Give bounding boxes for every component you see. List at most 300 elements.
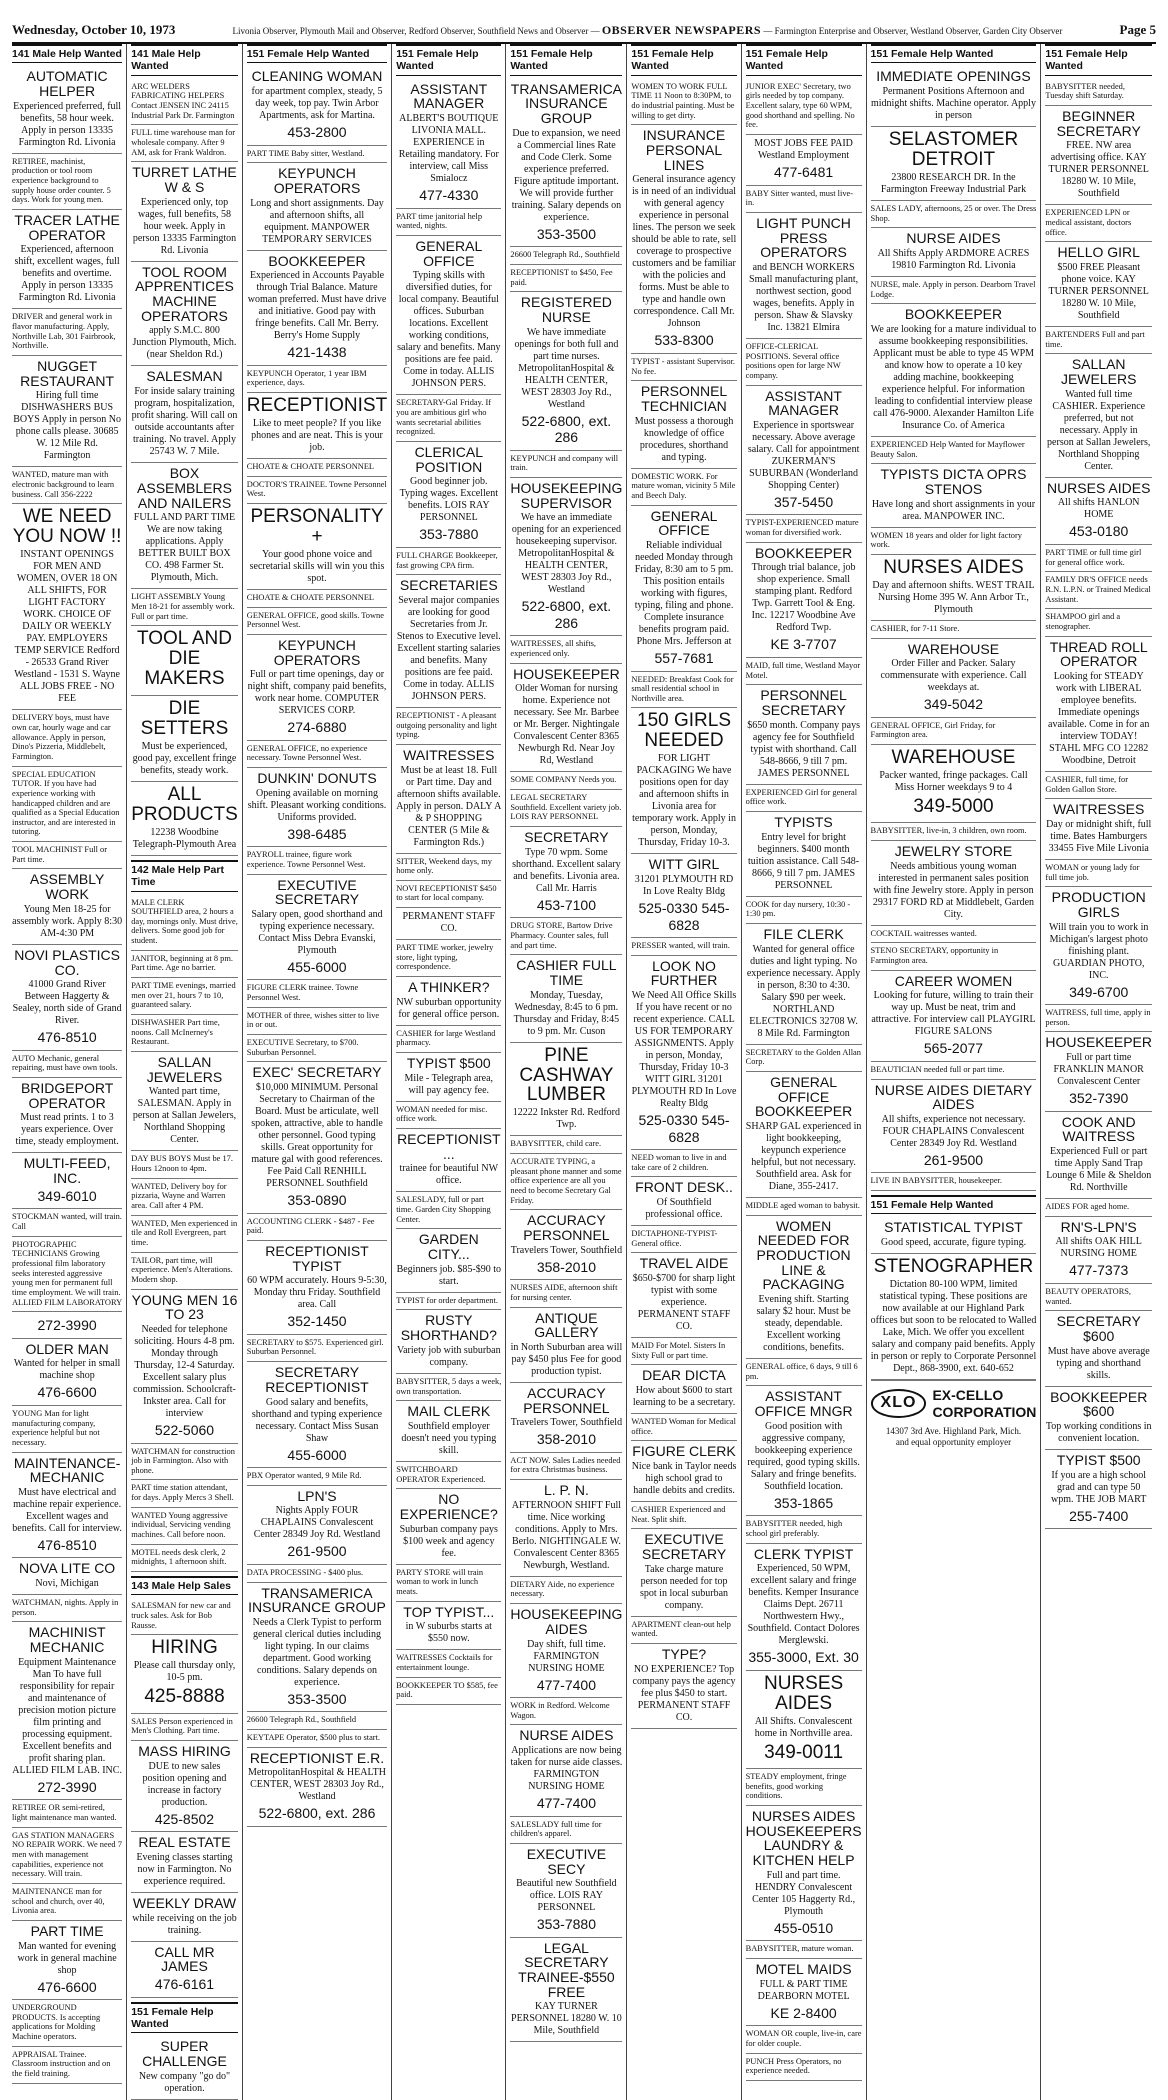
classified-ad: [131, 1179, 238, 1216]
classified-ad: [131, 162, 238, 261]
ad-body: Looking for STEADY work with LIBERAL employee benefits. Immediate openings available. Come in for an interview TODAY! STAHL MFG CO 12282 Woodbine, Detroit: [1048, 670, 1150, 766]
section-heading: 143 Male Help Sales: [131, 1576, 238, 1595]
classified-ad: [247, 1362, 387, 1468]
ad-body: Opening available on morning shift. Pleasant working conditions. Uniforms provided.: [247, 787, 387, 823]
classified-ad: [12, 1828, 122, 1884]
ad-body: Must have electrical and machine repair experience. Excellent wages and benefits. Call for interview.: [12, 1486, 122, 1534]
classified-ad: [396, 1374, 501, 1401]
classified-ad: [396, 1489, 501, 1564]
ad-body: RECEPTIONIST - A pleasant outgoing personality and light typing.: [396, 710, 497, 740]
classified-columns: [12, 44, 1156, 2094]
classified-ad: [131, 1253, 238, 1290]
classified-ad: [510, 292, 622, 450]
ad-body: ALBERT'S BOUTIQUE LIVONIA MALL. EXPERIENCE in Retailing mandatory. For interview, call Miss Smialocz: [398, 113, 499, 185]
ad-phone: 272-3990: [37, 1778, 97, 1795]
ad-heading: SECRETARY RECEPTIONIST: [265, 1364, 369, 1395]
ad-body: KEYPUNCH and company will train.: [510, 453, 619, 473]
classified-ad: [631, 1177, 736, 1226]
ad-heading: NOVI PLASTICS CO.: [14, 946, 120, 978]
ad-body: Equipment Maintenance Man To have full responsibility for repair and maintenance of precision motion picture film printing and processing equipment. Excellent benefits and profit sharing plan. ALLIED FILM LAB. INC.: [12, 1656, 122, 1776]
classified-ad: [871, 621, 1037, 639]
ad-heading: ALL PRODUCTS: [131, 783, 238, 825]
column-heading: 141 Male Help Wanted: [131, 44, 238, 76]
ad-body: WATCHMAN for construction job in Farmington. Also with phone.: [131, 1446, 235, 1475]
ad-body: Suburban company pays $100 week and agency fee.: [399, 1523, 498, 1559]
ad-body: All Shifts Apply ARDMORE ACRES 19810 Farmington Rd. Livonia: [877, 247, 1030, 271]
classified-ad: [510, 636, 622, 663]
ad-body: NOVI RECEPTIONIST $450 to start for local company.: [396, 883, 497, 903]
classified-ad: [12, 1622, 122, 1800]
ad-body: How about $600 to start learning to be a secretary.: [632, 1385, 736, 1409]
classified-ad: [871, 943, 1037, 970]
ad-body: NO EXPERIENCE? Top company pays the agency fee plus $450 to start. PERMANENT STAFF CO.: [632, 1663, 736, 1723]
classified-ad: [510, 79, 622, 248]
ad-body: Entry level for bright beginners. $400 month tuition assistance. Call 548-8666, 9 till 7 pm. JAMES PERSONNEL: [748, 831, 860, 891]
classified-ad: [12, 1595, 122, 1622]
ad-phone: 522-5060: [154, 1422, 215, 1438]
column-heading: 151 Female Help Wanted: [247, 44, 387, 63]
ad-phone: 358-2010: [536, 1431, 596, 1448]
classified-ad: [871, 639, 1037, 718]
ad-heading: AUTOMATIC HELPER: [26, 68, 108, 100]
ad-heading: PINE CASHWAY LUMBER: [519, 1044, 614, 1106]
ad-heading: RN'S-LPN'S: [1060, 1218, 1137, 1235]
classified-ad: [1045, 860, 1152, 887]
ad-phone: 477-7373: [1069, 1262, 1129, 1279]
classified-ad: [746, 339, 862, 386]
classified-ad: [247, 590, 387, 608]
ad-phone: 477-6481: [774, 164, 834, 181]
ad-body: PART TIME worker, jewelry store, light typing, correspondence.: [396, 943, 494, 972]
ad-heading: TOOL ROOM APPRENTICES MACHINE OPERATORS: [135, 263, 234, 324]
classified-ad: [131, 1635, 238, 1713]
ad-phone: 274-6880: [287, 719, 347, 736]
ad-body: PART time janitorial help wanted, nights.: [396, 211, 483, 231]
ad-body: SWITCHBOARD OPERATOR Experienced.: [396, 1464, 486, 1484]
ad-heading: STATISTICAL TYPIST: [884, 1219, 1023, 1236]
ad-body: $650 month. Company pays agency fee for Southfield typist with shorthand. Call 548-8666, 9 till 7 pm. JAMES PERSONNEL: [747, 719, 860, 779]
ad-phone: 522-6800, ext. 286: [521, 598, 612, 631]
ad-heading: WE NEED YOU NOW !!: [12, 506, 122, 548]
ad-body: For inside salary training program, hospitalization, profit sharing. Will call on outside accountants after training. No travel. Apply 25743 W. 7 Mile.: [131, 386, 238, 458]
ad-body: WOMAN OR couple, live-in, care for older couple.: [745, 2029, 862, 2048]
classified-ad: [631, 1502, 736, 1529]
classified-ad: [131, 1545, 238, 1572]
ad-heading: A THINKER?: [408, 979, 490, 996]
ad-heading: LOOK NO FURTHER: [650, 957, 718, 989]
ad-phone: 455-6000: [287, 958, 347, 975]
classified-ad: [746, 213, 862, 339]
classified-ad: [396, 977, 501, 1026]
classified-ad: [871, 555, 1037, 621]
ad-heading: WITT GIRL: [648, 856, 720, 873]
classified-ad: [746, 1959, 862, 2026]
ad-heading: GENERAL OFFICE: [650, 507, 718, 539]
classified-ad: [631, 1644, 736, 1729]
ad-body: SALESMAN for new car and truck sales. Ask for Bob Rausse.: [131, 1601, 231, 1630]
ad-phone: 353-1865: [774, 1494, 834, 1511]
ad-body: MAID For Motel. Sisters In Sixty Full or part time.: [631, 1341, 726, 1360]
classified-ad: [510, 664, 622, 773]
classified-ad: [746, 924, 862, 1045]
classified-ad: [746, 1671, 862, 1769]
ad-heading: MOTEL MAIDS: [755, 1961, 852, 1977]
ad-heading: TYPISTS: [774, 813, 833, 830]
classified-ad: [631, 506, 736, 672]
ad-body: SALES LADY, afternoons, 25 or over. The Dress Shop.: [870, 203, 1037, 223]
ad-phone: 476-8510: [37, 1029, 97, 1046]
classified-ad: [746, 1769, 862, 1806]
ad-body: Variety job with suburban company.: [397, 1344, 501, 1368]
ad-phone: 358-2010: [536, 1258, 596, 1275]
ad-body: MOST JOBS FEE PAID Westland Employment: [754, 138, 853, 162]
ad-phone: 421-1438: [287, 344, 347, 361]
ad-body: 31201 PLYMOUTH RD In Love Realty Bldg: [634, 874, 734, 898]
ad-body: MALE CLERK SOUTHFIELD area, 2 hours a day, mornings only. Must drive, delivers. Some good job for student.: [131, 897, 238, 946]
ad-body: KAY TURNER PERSONNEL 18280 W. 10 Mile, Southfield: [511, 2001, 622, 2037]
ad-body: CASHIER for large Westland pharmacy.: [396, 1028, 496, 1048]
classified-ad: [631, 956, 736, 1150]
ad-body: Must have above average typing and shorthand skills.: [1047, 1345, 1150, 1381]
ad-body: BABYSITTER, live-in, 3 children, own room.: [870, 826, 1027, 836]
classified-ad: [746, 386, 862, 516]
ad-heading: BOOKKEEPER $600: [1050, 1388, 1148, 1420]
column-heading: 151 Female Help Wanted: [396, 44, 501, 76]
ad-body: WATCHMAN, nights. Apply in person.: [12, 1598, 119, 1617]
classified-ad: [247, 1748, 387, 1827]
classified-ad: [746, 186, 862, 213]
ad-body: SALES Person experienced in Men's Clothing. Part time.: [131, 1716, 233, 1736]
classified-ad: [871, 1254, 1037, 1380]
classified-ad: [12, 945, 122, 1051]
ad-phone: 565-2077: [923, 1040, 984, 1057]
classified-ad: [871, 841, 1037, 926]
classified-ad: [746, 1941, 862, 1959]
ad-body: PART time station attendant, for days. Apply Mercs 3 Shell.: [131, 1483, 234, 1503]
ad-phone: 272-3990: [37, 1317, 97, 1334]
ad-body: CHOATE & CHOATE PERSONNEL: [246, 462, 375, 472]
ad-heading: WAREHOUSE: [891, 747, 1016, 769]
ad-phone: 425-8502: [154, 1810, 215, 1827]
ad-body: We have an immediate opening for an experienced housekeeping supervisor. MetropolitanHospital & HEALTH CENTER, WEST 28303 Joy Rd., Westland: [511, 512, 621, 596]
classified-ad: [1045, 106, 1152, 205]
classified-ad: [631, 469, 736, 506]
ad-body: Will train you to work in Michigan's largest photo finishing plant. GUARDIAN PHOTO, INC.: [1049, 921, 1149, 981]
ad-body: FREE. NW area advertising office. KAY TURNER PERSONNEL 18280 W. 10 Mile, Southfield: [1048, 140, 1149, 200]
ad-body: DAY BUS BOYS Must be 17. Hours 12noon to 4pm.: [131, 1154, 233, 1174]
classified-ad: [871, 823, 1037, 841]
ad-body: DICTAPHONE-TYPIST-General office.: [631, 1229, 718, 1248]
ad-body: Beginners job. $85-$90 to start.: [396, 1263, 502, 1287]
ad-body: We have immediate openings for both full and part time nurses. MetropolitanHospital & HEALTH CENTER, WEST 28303 Joy Rd., Westland: [514, 326, 619, 410]
classified-ad: [396, 940, 501, 977]
ad-body: KEYTAPE Operator, $500 plus to start.: [246, 1733, 381, 1743]
classified-ad: [12, 767, 122, 843]
section-heading: 142 Male Help Part Time: [131, 860, 238, 892]
ad-body: EXECUTIVE Secretary, to $700. Suburban Personnel.: [246, 1038, 359, 1057]
ad-body: Experienced in Accounts Payable through Trial Balance. Mature woman preferred. Must have drive and initiative. Good pay with fringe benefits. Call Mr. Berry. Berry's Home Supply: [247, 270, 387, 342]
classified-ad: [131, 1508, 238, 1545]
ad-body: Good position with aggressive company, bookkeeping experience required, good typing skills. Salary and fringe benefits. Southfield location.: [747, 1420, 860, 1492]
classified-ad: [247, 146, 387, 164]
ad-heading: L. P. N.: [543, 1482, 589, 1499]
ad-heading: FIGURE CLERK: [632, 1443, 736, 1460]
ad-body: BABYSITTER needed, high school girl preferably.: [745, 1519, 843, 1538]
classified-ad: [12, 869, 122, 944]
ad-body: $650-$700 for sharp light typist with some experience. PERMANENT STAFF CO.: [632, 1273, 736, 1333]
ad-phone: 477-7400: [536, 1795, 596, 1812]
ad-body: Permanent Positions Afternoon and midnight shifts. Machine operator. Apply in person: [870, 86, 1036, 122]
ad-heading: NURSES AIDES HOUSEKEEPERS LAUNDRY & KITCHEN HELP: [745, 1808, 862, 1869]
classified-ad: [510, 1698, 622, 1725]
classified-ad: [247, 366, 387, 393]
excello-ad: [871, 1380, 1037, 1426]
ad-heading: RECEPTIONIST TYPIST: [265, 1242, 369, 1274]
ad-body: Wanted part time, SALESMAN. Apply in person at Sallan Jewelers, Northland Shopping Center.: [132, 1086, 237, 1146]
ad-body: DOMESTIC WORK. For mature woman, vicinity 5 Mile and Beech Daly.: [631, 471, 736, 500]
ad-body: BABYSITTER needed, Tuesday shift Saturday.: [1045, 81, 1125, 101]
ad-body: FIGURE CLERK trainee. Towne Personnel West.: [246, 983, 359, 1003]
classified-ad: [1045, 205, 1152, 242]
ad-heading: NO EXPERIENCE?: [399, 1491, 498, 1522]
ad-body: Travelers Tower, Southfield: [510, 1244, 623, 1256]
classified-ad: [396, 442, 501, 548]
classified-ad: [871, 1173, 1037, 1191]
ad-body: Good salary and benefits, shorthand and typing experience necessary. Contact Miss Susan Shaw: [251, 1396, 383, 1444]
ad-body: Full and part time. HENDRY Convalescent Center 105 Haggerty Rd., Plymouth: [752, 1869, 856, 1917]
ad-body: Type 70 wpm. Some shorthand. Excellent salary and benefits. Livonia area. Call Mr. Harris: [512, 846, 621, 894]
ad-heading: NOVA LITE CO: [18, 1560, 116, 1577]
ad-heading: RECEPTIONIST: [246, 395, 388, 417]
ad-body: while receiving on the job training.: [132, 1912, 237, 1936]
ad-phone: 349-0011: [764, 1741, 844, 1763]
ad-body: Travelers Tower, Southfield: [510, 1417, 623, 1429]
page-number: Page 5: [1119, 22, 1156, 37]
ad-body: SOME COMPANY Needs you.: [510, 775, 617, 785]
ad-heading: MULTI-FEED, INC.: [23, 1155, 111, 1187]
classified-ad: [1045, 1450, 1152, 1529]
ad-phone: 453-0180: [1069, 523, 1129, 540]
ad-phone: 349-6700: [1069, 983, 1129, 1000]
column-3: [242, 44, 391, 2100]
classified-ad: [396, 1678, 501, 1705]
ad-phone: 357-5450: [774, 493, 834, 510]
ad-heading: TRANSAMERICA INSURANCE GROUP: [248, 1584, 386, 1616]
classified-ad: [746, 515, 862, 542]
classified-ad: [510, 1383, 622, 1453]
classified-ad: [1045, 1032, 1152, 1111]
ad-heading: DIE SETTERS: [140, 698, 229, 739]
classified-ad: [12, 1453, 122, 1559]
ad-body: LIGHT ASSEMBLY Young Men 18-21 for assembly work. Full or part time.: [131, 592, 235, 621]
classified-ad: [1045, 637, 1152, 772]
ad-body: ACT NOW. Sales Ladies needed for extra Christmas business.: [510, 1455, 621, 1475]
ad-body: WANTED, mature man with electronic background to learn business. Call 356-2222: [12, 470, 115, 499]
classified-ad: [1045, 79, 1152, 106]
ad-body: Your good phone voice and secretarial skills will win you this spot.: [249, 548, 385, 584]
brand-name: OBSERVER NEWSPAPERS: [601, 23, 762, 37]
ad-body: Must be at least 18. Full or Part time. Day and afternoon shifts available. Apply in person. DALY A & P SHOPPING CENTER (5 Mile & Farmington Rds.): [396, 764, 502, 848]
ad-heading: SELASTOMER DETROIT: [888, 129, 1019, 170]
classified-ad: [396, 1650, 501, 1677]
classified-ad: [247, 1062, 387, 1213]
ad-body: Novi, Michigan: [35, 1578, 99, 1590]
ad-phone: 355-3000, Ext. 30: [748, 1649, 859, 1666]
ad-body: Day and afternoon shifts. WEST TRAIL Nursing Home 395 W. Ann Arbor Tr., Plymouth: [872, 579, 1035, 615]
ad-heading: NURSES AIDES: [1046, 479, 1151, 496]
ad-body: for apartment complex, steady, 5 day week, top pay. Twin Arbor Apartments, ask for Martina.: [251, 86, 383, 122]
ad-phone: 453-2800: [287, 124, 347, 141]
classified-ad: [131, 2036, 238, 2099]
ad-body: GENERAL office, 6 days, 9 till 6 pm.: [745, 1362, 858, 1381]
ad-phone: 353-3500: [287, 1690, 347, 1707]
ad-heading: GARDEN CITY...: [418, 1231, 479, 1263]
ad-body: in W suburbs starts at $550 now.: [405, 1621, 492, 1645]
classified-ad: [746, 543, 862, 658]
ad-heading: ASSISTANT OFFICE MNGR: [754, 1388, 853, 1420]
ad-body: 23800 RESEARCH DR. In the Farmington Freeway Industrial Park: [880, 171, 1027, 195]
ad-phone: 522-6800, ext. 286: [521, 412, 612, 446]
ad-body: Must be experienced, good pay, excellent fringe benefits, steady work.: [132, 740, 237, 776]
classified-ad: [746, 1072, 862, 1198]
ad-phone: 476-6600: [37, 1978, 97, 1995]
classified-ad: [131, 1216, 238, 1253]
ad-phone: 476-6600: [37, 1384, 97, 1401]
ad-body: Hiring full time DISHWASHERS BUS BOYS Apply in person No phone calls please. 30685 W. 12 Mile Rd. Farmington: [13, 390, 121, 462]
classified-ad: [631, 1441, 736, 1502]
ad-body: FULL time warehouse man for wholesale company. After 9 AM, ask for Frank Waldron.: [131, 128, 236, 157]
ad-body: New company "go do" operation.: [138, 2070, 231, 2094]
ad-body: CHOATE & CHOATE PERSONNEL: [246, 592, 375, 602]
classified-ad: [1045, 478, 1152, 545]
ad-heading: HOUSEKEEPING SUPERVISOR: [510, 480, 623, 511]
classified-ad: [247, 1730, 387, 1748]
classified-ad: [247, 1565, 387, 1583]
ad-heading: CLERK TYPIST: [753, 1545, 854, 1562]
ad-body: PBX Operator wanted, 9 Mile Rd.: [246, 1471, 362, 1481]
ad-heading: TRACER LATHE OPERATOR: [14, 212, 120, 243]
ad-heading: LEGAL SECRETARY TRAINEE-$550 FREE: [518, 1939, 615, 2000]
classified-ad: [131, 978, 238, 1015]
ad-body: Full or part time openings, day or night shift, company paid benefits, work near home. COMPUTER SERVICES CORP.: [247, 669, 387, 717]
column-4: [391, 44, 505, 2100]
ad-body: Several major companies are looking for good Secretaries from Jr. Stenos to Executive level. Excellent starting salaries and benefits. Many positions are fee paid. Come in today. ALLIS JOHNSON PERS.: [396, 594, 501, 702]
ad-body: CASHIER, for 7-11 Store.: [870, 623, 960, 633]
ad-heading: EXECUTIVE SECRETARY: [274, 876, 360, 908]
ad-heading: IMMEDIATE OPENINGS: [876, 68, 1031, 85]
classified-ad: [871, 304, 1037, 437]
ad-heading: ASSISTANT MANAGER: [765, 387, 842, 419]
classified-ad: [247, 1241, 387, 1335]
classified-ad: [131, 1598, 238, 1635]
classified-ad: [746, 1516, 862, 1543]
classified-ad: [12, 842, 122, 869]
classified-ad: [871, 971, 1037, 1062]
ad-body: Salary open, good shorthand and typing experience necessary. Contact Miss Debra Evanski, Plymouth: [251, 908, 383, 956]
classified-ad: [12, 154, 122, 210]
ad-phone: 353-3500: [536, 225, 596, 242]
ad-body: Good speed, accurate, figure typing.: [880, 1237, 1027, 1249]
ad-body: WORK in Redford. Welcome Wagon.: [510, 1701, 610, 1720]
ad-body: Southfield employer doesn't need you typing skill.: [401, 1420, 497, 1456]
classified-ad: [396, 1310, 501, 1373]
classified-ad: [1045, 609, 1152, 636]
classified-ad: [131, 1741, 238, 1832]
ad-heading: KEYPUNCH OPERATORS: [273, 636, 361, 668]
classified-ad: [396, 745, 501, 854]
classified-ad: [871, 277, 1037, 304]
classified-ad: [746, 897, 862, 924]
ad-body: Beautiful new Southfield office. LOIS RAY PERSONNEL: [516, 1878, 617, 1914]
ad-heading: TYPIST $500: [1056, 1451, 1141, 1468]
classified-ad: [510, 1577, 622, 1604]
ad-body: DELIVERY boys, must have own car, hourly wage and car allowance. Apply in person, Dino's Pizzeria, Middlebelt, Farmington.: [12, 713, 111, 761]
classified-ad: [510, 955, 622, 1042]
ad-body: RETIREE, machinist, production or tool room experience background to supply house order counter. 5 days. Work for young men.: [12, 156, 111, 205]
column-6: [626, 44, 740, 2100]
ad-body: AIDES FOR aged home.: [1045, 1202, 1130, 1212]
ad-body: COCKTAIL waitresses wanted.: [870, 928, 977, 938]
classified-ad: [631, 854, 736, 938]
classified-ad: [12, 1209, 122, 1236]
classified-ad: [12, 356, 122, 467]
classified-ad: [746, 1544, 862, 1671]
classified-ad: [631, 708, 736, 854]
classified-ad: [746, 1198, 862, 1216]
ad-heading: NURSE AIDES DIETARY AIDES: [874, 1081, 1033, 1113]
ad-phone: 477-4330: [419, 187, 479, 204]
ad-body: BABYSITTER, 5 days a week, own transportation.: [396, 1376, 502, 1396]
ad-heading: PERSONNEL SECRETARY: [760, 687, 847, 718]
ad-body: Order Filler and Packer. Salary commensurate with experience. Call weekdays at.: [880, 658, 1027, 694]
ad-body: PAYROLL trainee, figure work experience. Towne Personnel West.: [246, 850, 366, 869]
classified-ad: [510, 1817, 622, 1844]
ad-phone: 525-0330 545-6828: [638, 1112, 730, 1145]
ad-heading: PART TIME: [30, 1922, 104, 1939]
ad-heading: BOOKKEEPER: [268, 252, 366, 269]
classified-ad: [510, 827, 622, 918]
ad-heading: CALL MR JAMES: [154, 1943, 215, 1975]
classified-ad: [131, 951, 238, 978]
ad-heading: WAITRESSES: [403, 746, 495, 763]
column-heading: 151 Female Help Wanted: [1045, 44, 1152, 76]
classified-ad: [746, 135, 862, 186]
ad-phone: 533-8300: [654, 332, 714, 349]
ad-body: SHAMPOO girl and a stenographer.: [1045, 612, 1121, 631]
classified-ad: [510, 247, 622, 265]
ad-body: Day or midnight shift, full time. Bates Hamburgers 33455 Five Mile Livonia: [1046, 818, 1152, 854]
classified-ad: [746, 1216, 862, 1359]
classified-ad: [510, 478, 622, 636]
classified-ad: [1045, 1387, 1152, 1450]
ad-heading: ASSISTANT MANAGER: [410, 80, 488, 112]
ad-body: Evening classes starting now in Farmington. No experience required.: [136, 1851, 233, 1887]
ad-body: GAS STATION MANAGERS NO REPAIR WORK. We need 7 men with management capabilities, experience not necessary. Will train.: [12, 1830, 122, 1879]
ad-body: FAMILY DR'S OFFICE needs R.N. L.P.N. or Trained Medical Assistant.: [1045, 575, 1151, 604]
classified-ad: [746, 2054, 862, 2081]
classified-ad: [247, 1583, 387, 1713]
ad-body: FULL & PART TIME DEARBORN MOTEL: [757, 1978, 850, 2002]
classified-ad: [871, 201, 1037, 228]
ad-body: Long and short assignments. Day and afternoon shifts, all equipment. MANPOWER TEMPORARY SERVICES: [250, 197, 384, 245]
ad-body: Nice bank in Taylor needs high school grad to handle debits and credits.: [631, 1461, 737, 1497]
ad-heading: SECRETARY $600: [1056, 1313, 1141, 1344]
ad-heading: SALLAN JEWELERS: [146, 1054, 223, 1085]
ad-heading: LIGHT PUNCH PRESS OPERATORS: [756, 214, 851, 261]
ad-body: PART TIME Baby sitter, Westland.: [246, 148, 365, 158]
classified-ad: [396, 79, 501, 209]
ad-body: MIDDLE aged woman to babysit.: [745, 1201, 860, 1211]
